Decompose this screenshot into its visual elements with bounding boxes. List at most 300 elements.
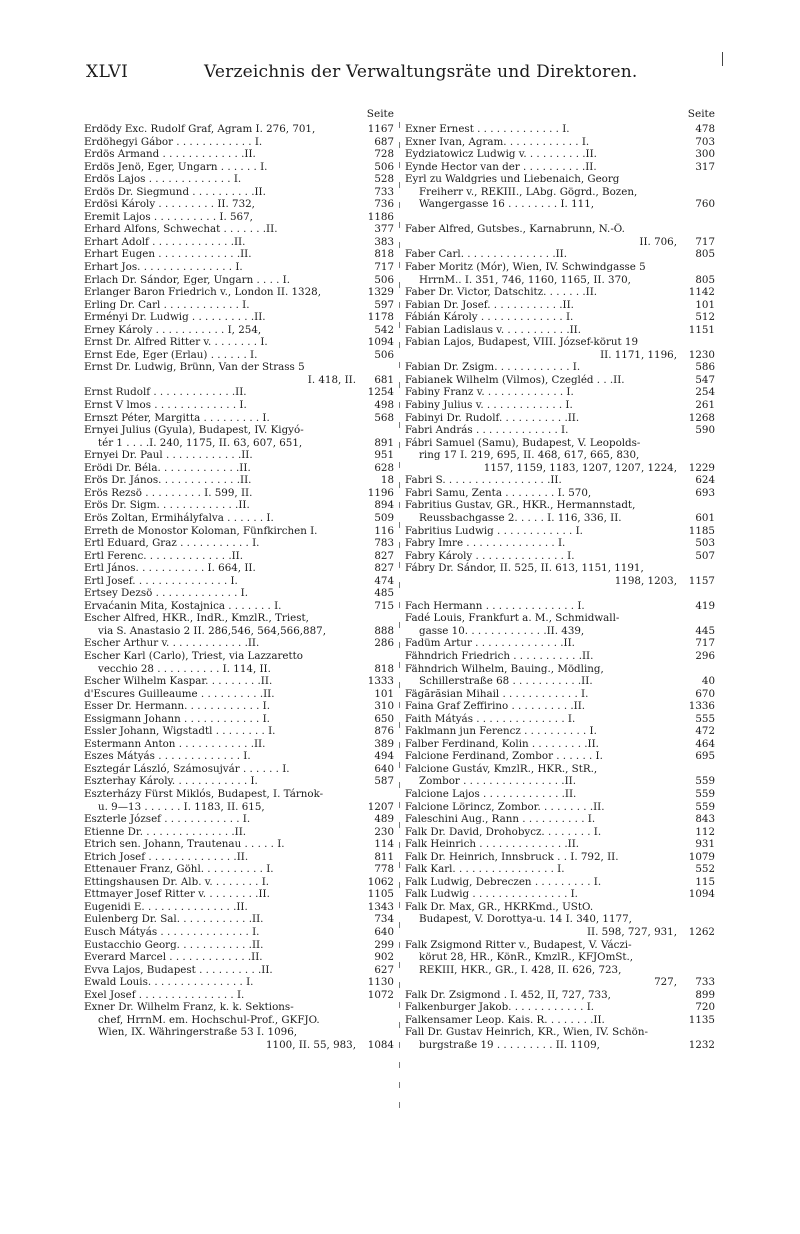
index-entry (405, 851, 715, 864)
index-entry (84, 449, 394, 462)
index-entry (405, 550, 715, 563)
entry-text: Eynde Hector van der . . . . . . . . . .II. (405, 160, 597, 173)
index-entry (84, 851, 394, 864)
index-entry (405, 863, 715, 876)
index-entry (84, 725, 394, 738)
index-entry (405, 1026, 715, 1039)
entry-text: Falk Zsigmond Ritter v., Budapest, V. Váczi- (405, 938, 632, 951)
index-entry (405, 512, 715, 525)
entry-text: Falk Dr. David, Drohobycz. . . . . . . . I. (405, 825, 602, 838)
entry-page: 254 (695, 386, 715, 399)
index-entry (84, 625, 394, 638)
entry-list (84, 123, 394, 1051)
entry-text: Exner Ivan, Agram. . . . . . . . . . . . I. (405, 135, 590, 148)
margin-mark (722, 52, 723, 66)
entry-text: Esser Dr. Hermann. . . . . . . . . . . . I. (84, 700, 271, 713)
entry-text: Erlach Dr. Sándor, Eger, Ungarn . . . . I. (84, 273, 291, 286)
entry-text: Fábián Károly . . . . . . . . . . . . . I. (405, 311, 574, 324)
entry-page: 300 (695, 148, 715, 161)
index-entry (84, 650, 394, 663)
entry-page: 687 (374, 135, 394, 148)
entry-text: Falk Ludwig . . . . . . . . . . . . . . . I. (405, 888, 578, 901)
entry-text: II. 598, 727, 931, (586, 926, 677, 938)
index-entry (84, 336, 394, 349)
entry-page: 286 (374, 637, 394, 650)
index-entry (405, 399, 715, 412)
entry-page: 114 (374, 838, 394, 851)
entry-text: körut 28, HR., KönR., KmzlR., KFJOmSt., (419, 951, 634, 964)
entry-page: 894 (374, 499, 394, 512)
left-column (84, 108, 394, 1051)
index-entry (84, 763, 394, 776)
entry-page: 1343 (367, 900, 394, 913)
entry-text: Fabri Samu, Zenta . . . . . . . . I. 570, (405, 486, 592, 499)
entry-text: 1157, 1159, 1183, 1207, 1207, 1224, (483, 461, 677, 474)
entry-text: Falk Dr. Zsigmond . I. 452, II, 727, 733, (405, 988, 611, 1001)
entry-text: Ernyei Dr. Paul . . . . . . . . . . . .II. (84, 449, 253, 462)
entry-page: 783 (374, 537, 394, 550)
index-entry (405, 412, 715, 425)
index-entry (405, 537, 715, 550)
index-entry (405, 186, 715, 199)
entry-text: Eydziatowicz Ludwig v. . . . . . . . . .II. (405, 148, 597, 161)
entry-text: Erdös Dr. Siegmund . . . . . . . . . .II. (84, 185, 266, 198)
entry-page: 419 (695, 599, 715, 612)
entry-text: Ertl Josef. . . . . . . . . . . . . . . I. (84, 574, 238, 587)
entry-page: 590 (695, 424, 715, 437)
entry-page: 230 (374, 825, 394, 838)
entry-text: Ernst Ede, Eger (Erlau) . . . . . . I. (84, 348, 258, 361)
index-entry (405, 525, 715, 538)
index-entry (405, 223, 715, 236)
entry-text: Fábry Dr. Sándor, II. 525, II. 613, 1151, 1191, (405, 562, 644, 575)
entry-text: II. 1171, 1196, (600, 348, 677, 361)
index-entry (405, 612, 715, 625)
entry-page: 720 (695, 1001, 715, 1014)
index-entry (84, 487, 394, 500)
index-entry (405, 901, 715, 914)
column-header (405, 108, 715, 123)
index-entry (405, 336, 715, 349)
entry-text: Etienne Dr. . . . . . . . . . . . . . .II. (84, 825, 247, 838)
entry-page: 1329 (367, 286, 394, 299)
entry-text: 1198, 1203, (614, 574, 677, 587)
index-entry (405, 801, 715, 814)
index-entry (84, 299, 394, 312)
entry-text: Eusch Mátyás . . . . . . . . . . . . . . I. (84, 926, 260, 938)
entry-page: 951 (374, 449, 394, 462)
entry-page: 1079 (688, 850, 715, 863)
entry-text: Ernst V lmos . . . . . . . . . . . . . I. (84, 399, 247, 412)
index-entry (405, 349, 715, 362)
entry-text: Falber Ferdinand, Kolin . . . . . . . . .II. (405, 737, 599, 750)
entry-page: 552 (695, 863, 715, 876)
entry-page: 1130 (367, 976, 394, 989)
entry-page: 547 (695, 373, 715, 386)
index-entry (84, 1014, 394, 1027)
entry-page: 464 (695, 737, 715, 750)
entry-page: 693 (695, 486, 715, 499)
entry-text: Reussbachgasse 2. . . . . I. 116, 336, II. (419, 511, 622, 524)
entry-text: Fabritius Ludwig . . . . . . . . . . . . I. (405, 524, 583, 537)
entry-page: 115 (695, 875, 715, 888)
entry-text: Erös Zoltan, Ermihályfalva . . . . . . I. (84, 511, 274, 524)
index-entry (84, 236, 394, 249)
entry-page: 1151 (688, 323, 715, 336)
entry-text: Ernst Rudolf . . . . . . . . . . . . .II. (84, 386, 247, 399)
entry-page: 670 (695, 687, 715, 700)
entry-text: Erös Dr. János. . . . . . . . . . . . .II. (84, 474, 252, 487)
entry-text: Eszterle József . . . . . . . . . . . . I. (84, 813, 251, 826)
index-entry (84, 274, 394, 287)
entry-text: Ertl János. . . . . . . . . . . I. 664, II. (84, 562, 256, 575)
index-entry (84, 499, 394, 512)
index-entry (405, 813, 715, 826)
entry-page: 1084 (367, 1038, 394, 1051)
entry-text: Freiherr v., REKIII., LAbg. Gögrd., Bozen, (419, 185, 638, 198)
index-entry (84, 562, 394, 575)
index-entry (84, 223, 394, 236)
entry-text: Eszterházy Fürst Miklós, Budapest, I. Tárnok- (84, 787, 324, 800)
entry-text: Fadé Louis, Frankfurt a. M., Schmidwall- (405, 612, 620, 625)
entry-page: 587 (374, 775, 394, 788)
entry-text: Fabian Lajos, Budapest, VIII. József-körut 19 (405, 336, 639, 349)
index-entry (84, 575, 394, 588)
index-entry (84, 349, 394, 362)
index-entry (84, 211, 394, 224)
index-entry (84, 738, 394, 751)
index-entry (84, 775, 394, 788)
index-entry (405, 826, 715, 839)
index-entry (405, 474, 715, 487)
right-column (405, 108, 715, 1051)
index-entry (84, 600, 394, 613)
entry-text: Ewald Louis. . . . . . . . . . . . . . . I. (84, 976, 254, 989)
entry-text: Erdösi Károly . . . . . . . . . II. 732, (84, 198, 255, 211)
index-entry (405, 274, 715, 287)
entry-page: 717 (695, 235, 715, 248)
entry-page: 888 (374, 624, 394, 637)
entry-page: 389 (374, 737, 394, 750)
index-entry (405, 1014, 715, 1027)
index-entry (84, 587, 394, 600)
entry-text: Ernszt Péter, Margitta . . . . . . . . . I. (84, 411, 270, 424)
index-entry (405, 888, 715, 901)
entry-text: Fähndrich Wilhelm, Bauing., Mödling, (405, 662, 604, 675)
entry-text: Exner Dr. Wilhelm Franz, k. k. Sektions- (84, 1001, 294, 1014)
entry-page: 310 (374, 700, 394, 713)
entry-page: 542 (374, 323, 394, 336)
entry-text: Ervaćanin Mita, Kostajnica . . . . . . . I. (84, 599, 282, 612)
entry-text: Erdös Jenö, Eger, Ungarn . . . . . . I. (84, 160, 268, 173)
index-entry (405, 562, 715, 575)
index-entry (84, 324, 394, 337)
entry-text: Ertsey Dezsö . . . . . . . . . . . . . I. (84, 587, 249, 600)
entry-page: 728 (374, 148, 394, 161)
entry-page: 931 (695, 838, 715, 851)
index-entry (84, 888, 394, 901)
entry-text: Erney Károly . . . . . . . . . . . I, 254, (84, 323, 262, 336)
index-entry (405, 625, 715, 638)
entry-text: Schillerstraße 68 . . . . . . . . . . .II. (419, 675, 593, 688)
entry-text: Falcione Gustáv, KmzlR., HKR., StR., (405, 762, 598, 775)
index-entry (84, 788, 394, 801)
entry-page: 891 (374, 436, 394, 449)
entry-text: vecchio 28 . . . . . . . . . . I. 114, II. (98, 662, 271, 675)
index-entry (405, 198, 715, 211)
index-entry (405, 600, 715, 613)
entry-page: 818 (374, 662, 394, 675)
index-entry (405, 437, 715, 450)
index-entry (405, 700, 715, 713)
entry-text: Erdöhegyi Gábor . . . . . . . . . . . . I. (84, 135, 263, 148)
index-entry (84, 838, 394, 851)
entry-text: Escher Alfred, HKR., IndR., KmzlR., Triest, (84, 612, 309, 625)
entry-page: 1094 (688, 888, 715, 901)
index-entry (84, 951, 394, 964)
entry-text: Fabiny Julius v. . . . . . . . . . . . . I. (405, 399, 573, 412)
index-entry (405, 299, 715, 312)
entry-page: 1262 (688, 926, 715, 938)
entry-text: Falcione Ferdinand, Zombor . . . . . . I. (405, 750, 603, 763)
entry-text: Fabritius Gustav, GR., HKR., Hermannstadt, (405, 499, 636, 512)
entry-page: 1196 (367, 486, 394, 499)
index-entry (84, 1001, 394, 1014)
index-entry (84, 148, 394, 161)
index-entry (84, 361, 394, 374)
index-entry (405, 148, 715, 161)
entry-page: 1062 (367, 875, 394, 888)
entry-text: Fabian Ladislaus v. . . . . . . . . . .II. (405, 323, 582, 336)
column-header (84, 108, 394, 123)
entry-page: 627 (374, 963, 394, 976)
entry-text: Falk Karl. . . . . . . . . . . . . . . . I. (405, 863, 565, 876)
index-entry (405, 926, 715, 939)
entry-page: 1157 (688, 574, 715, 587)
index-entry (84, 901, 394, 914)
column-divider (399, 122, 400, 1122)
entry-page: 805 (695, 248, 715, 261)
entry-text: REKIII, HKR., GR., I. 428, II. 626, 723, (419, 963, 622, 976)
entry-text: Esztegár László, Számosujvár . . . . . . I. (84, 762, 290, 775)
entry-page: 827 (374, 549, 394, 562)
entry-page: 628 (374, 461, 394, 474)
entry-text: Fadüm Artur . . . . . . . . . . . . . .II. (405, 637, 575, 650)
entry-page: 1167 (367, 123, 394, 135)
index-entry (405, 989, 715, 1002)
index-entry (84, 437, 394, 450)
entry-text: Ettingshausen Dr. Alb. v. . . . . . . . I. (84, 875, 270, 888)
entry-text: Eustacchio Georg. . . . . . . . . . . .II. (84, 938, 264, 951)
seite-label: Seite (687, 108, 715, 120)
entry-page: 503 (695, 537, 715, 550)
index-entry (84, 750, 394, 763)
entry-text: Exner Ernest . . . . . . . . . . . . . I. (405, 123, 570, 135)
index-entry (84, 550, 394, 563)
entry-page: 512 (695, 311, 715, 324)
index-entry (84, 863, 394, 876)
entry-text: Faber Dr. Victor, Datschitz. . . . . . .II. (405, 286, 598, 299)
entry-page: 506 (374, 348, 394, 361)
index-entry (405, 750, 715, 763)
entry-text: Eugenidi E. . . . . . . . . . . . . . .II. (84, 900, 248, 913)
entry-text: Ertl Ferenc. . . . . . . . . . . . . .II. (84, 549, 244, 562)
index-entry (84, 412, 394, 425)
entry-page: 509 (374, 511, 394, 524)
entry-page: 489 (374, 813, 394, 826)
entry-page: 485 (374, 587, 394, 600)
entry-text: Eyrl zu Waldgries und Liebenaich, Georg (405, 173, 620, 186)
index-entry (405, 637, 715, 650)
entry-text: Faith Mátyás . . . . . . . . . . . . . . I. (405, 712, 576, 725)
entry-page: 1232 (688, 1038, 715, 1051)
entry-page: 736 (374, 198, 394, 211)
entry-page: 827 (374, 562, 394, 575)
entry-text: Fabry Imre . . . . . . . . . . . . . . I. (405, 537, 566, 550)
index-entry (405, 675, 715, 688)
entry-text: Fägărăsian Mihail . . . . . . . . . . . . I. (405, 687, 589, 700)
index-entry (405, 725, 715, 738)
entry-text: Budapest, V. Dorottya-u. 14 I. 340, 1177, (419, 913, 632, 926)
index-entry (405, 123, 715, 136)
entry-text: Falk Dr. Heinrich, Innsbruck . . I. 792, II. (405, 850, 619, 863)
entry-page: 377 (374, 223, 394, 236)
index-entry (84, 713, 394, 726)
entry-text: Eulenberg Dr. Sal. . . . . . . . . . . .II. (84, 913, 264, 926)
entry-page: 498 (374, 399, 394, 412)
entry-text: Ernyei Julius (Gyula), Budapest, IV. Kigyó- (84, 424, 304, 437)
entry-page: 843 (695, 813, 715, 826)
entry-text: Essigmann Johann . . . . . . . . . . . . I. (84, 712, 270, 725)
index-entry (84, 1039, 394, 1052)
entry-text: 727, (654, 976, 677, 989)
entry-text: Fähndrich Friedrich . . . . . . . . . . .II. (405, 649, 594, 662)
index-entry (405, 951, 715, 964)
entry-text: Fabri S. . . . . . . . . . . . . . . . .II. (405, 474, 562, 487)
entry-page: 317 (695, 160, 715, 173)
entry-text: Faina Graf Zeffirino . . . . . . . . . .II. (405, 700, 586, 713)
index-entry (84, 976, 394, 989)
index-entry (405, 738, 715, 751)
entry-text: Fabian Dr. Zsigm. . . . . . . . . . . . I. (405, 361, 581, 374)
index-entry (84, 801, 394, 814)
entry-page: 474 (374, 574, 394, 587)
entry-page: 624 (695, 474, 715, 487)
index-entry (405, 248, 715, 261)
entry-text: chef, HrrnM. em. Hochschul-Prof., GKFJO. (98, 1013, 320, 1026)
index-entry (84, 462, 394, 475)
entry-text: Escher Wilhelm Kaspar. . . . . . . . .II. (84, 675, 273, 688)
entry-text: Fábri Samuel (Samu), Budapest, V. Leopolds- (405, 436, 641, 449)
entry-page: 734 (374, 913, 394, 926)
entry-text: Faber Moritz (Mór), Wien, IV. Schwindgasse 5 (405, 261, 646, 274)
entry-page: 586 (695, 361, 715, 374)
entry-text: Erreth de Monostor Koloman, Fünfkirchen I. (84, 524, 318, 537)
index-entry (405, 487, 715, 500)
entry-text: Ernst Dr. Ludwig, Brünn, Van der Strass 5 (84, 361, 305, 374)
entry-page: 568 (374, 411, 394, 424)
entry-text: Erlanger Baron Friedrich v., London II. 1328, (84, 286, 321, 299)
entry-text: Falk Dr. Max, GR., HKRKmd., UStO. (405, 900, 594, 913)
index-entry (84, 612, 394, 625)
entry-page: 116 (374, 524, 394, 537)
entry-page: 528 (374, 173, 394, 186)
entry-text: burgstraße 19 . . . . . . . . . II. 1109, (419, 1038, 600, 1051)
entry-page: 478 (695, 123, 715, 135)
entry-text: Faber Carl. . . . . . . . . . . . . . .II. (405, 248, 568, 261)
index-entry (84, 261, 394, 274)
entry-text: Escher Karl (Carlo), Triest, via Lazzaretto (84, 649, 303, 662)
index-entry (405, 161, 715, 174)
entry-page: 40 (701, 675, 715, 688)
entry-text: Erdös Armand . . . . . . . . . . . . .II. (84, 148, 256, 161)
entry-page: 1229 (688, 461, 715, 474)
entry-text: Ettmayer Josef Ritter v. . . . . . . . .II. (84, 888, 270, 901)
index-entry (405, 236, 715, 249)
entry-page: 383 (374, 235, 394, 248)
entry-text: via S. Anastasio 2 II. 286,546, 564,566,887, (98, 624, 326, 637)
index-entry (84, 123, 394, 136)
entry-page: 811 (374, 850, 394, 863)
entry-page: 506 (374, 273, 394, 286)
entry-page: 299 (374, 938, 394, 951)
index-entry (405, 838, 715, 851)
entry-page: 715 (374, 599, 394, 612)
index-entry (405, 575, 715, 588)
entry-page: 559 (695, 775, 715, 788)
entry-text: Fabianek Wilhelm (Vilmos), Czegléd . . .II. (405, 373, 625, 386)
entry-text: Eszterhay Károly. . . . . . . . . . . . I. (84, 775, 258, 788)
entry-text: Estermann Anton . . . . . . . . . . . .II. (84, 737, 266, 750)
entry-page: 555 (695, 712, 715, 725)
entry-text: Fach Hermann . . . . . . . . . . . . . . I. (405, 599, 585, 612)
index-entry (84, 700, 394, 713)
entry-page: 902 (374, 951, 394, 964)
entry-page: 778 (374, 863, 394, 876)
entry-text: II. 706, (639, 235, 677, 248)
entry-text: Eremit Lajos . . . . . . . . . . I. 567, (84, 210, 253, 223)
entry-text: Wien, IX. Währingerstraße 53 I. 1096, (98, 1026, 298, 1039)
entry-text: Falk Heinrich . . . . . . . . . . . . . .II. (405, 838, 580, 851)
index-entry (405, 211, 715, 224)
page-header (86, 62, 718, 90)
entry-page: 717 (374, 261, 394, 274)
entry-text: Fall Dr. Gustav Heinrich, KR., Wien, IV. Schön- (405, 1026, 648, 1039)
entry-page: 1135 (688, 1013, 715, 1026)
entry-page: 1268 (688, 411, 715, 424)
index-entry (84, 161, 394, 174)
entry-page: 1094 (367, 336, 394, 349)
entry-page: 18 (380, 474, 394, 487)
index-entry (84, 813, 394, 826)
entry-text: Faber Alfred, Gutsbes., Karnabrunn, N.-Ö. (405, 223, 625, 236)
index-entry (405, 939, 715, 952)
entry-page: 681 (374, 373, 394, 386)
entry-text: Ernst Dr. Alfred Ritter v. . . . . . . . I. (84, 336, 268, 349)
entry-page: 597 (374, 298, 394, 311)
entry-page: 1142 (688, 286, 715, 299)
index-entry (405, 324, 715, 337)
index-entry (84, 399, 394, 412)
entry-text: Etrich Josef . . . . . . . . . . . . . .II. (84, 850, 249, 863)
entry-text: Escher Arthur v. . . . . . . . . . . . .II. (84, 637, 260, 650)
index-entry (84, 374, 394, 387)
entry-text: Fabiny Franz v. . . . . . . . . . . . . I. (405, 386, 574, 399)
entry-page: 101 (695, 298, 715, 311)
entry-text: Erhard Alfons, Schwechat . . . . . . .II. (84, 223, 278, 236)
index-entry (405, 424, 715, 437)
index-entry (84, 286, 394, 299)
